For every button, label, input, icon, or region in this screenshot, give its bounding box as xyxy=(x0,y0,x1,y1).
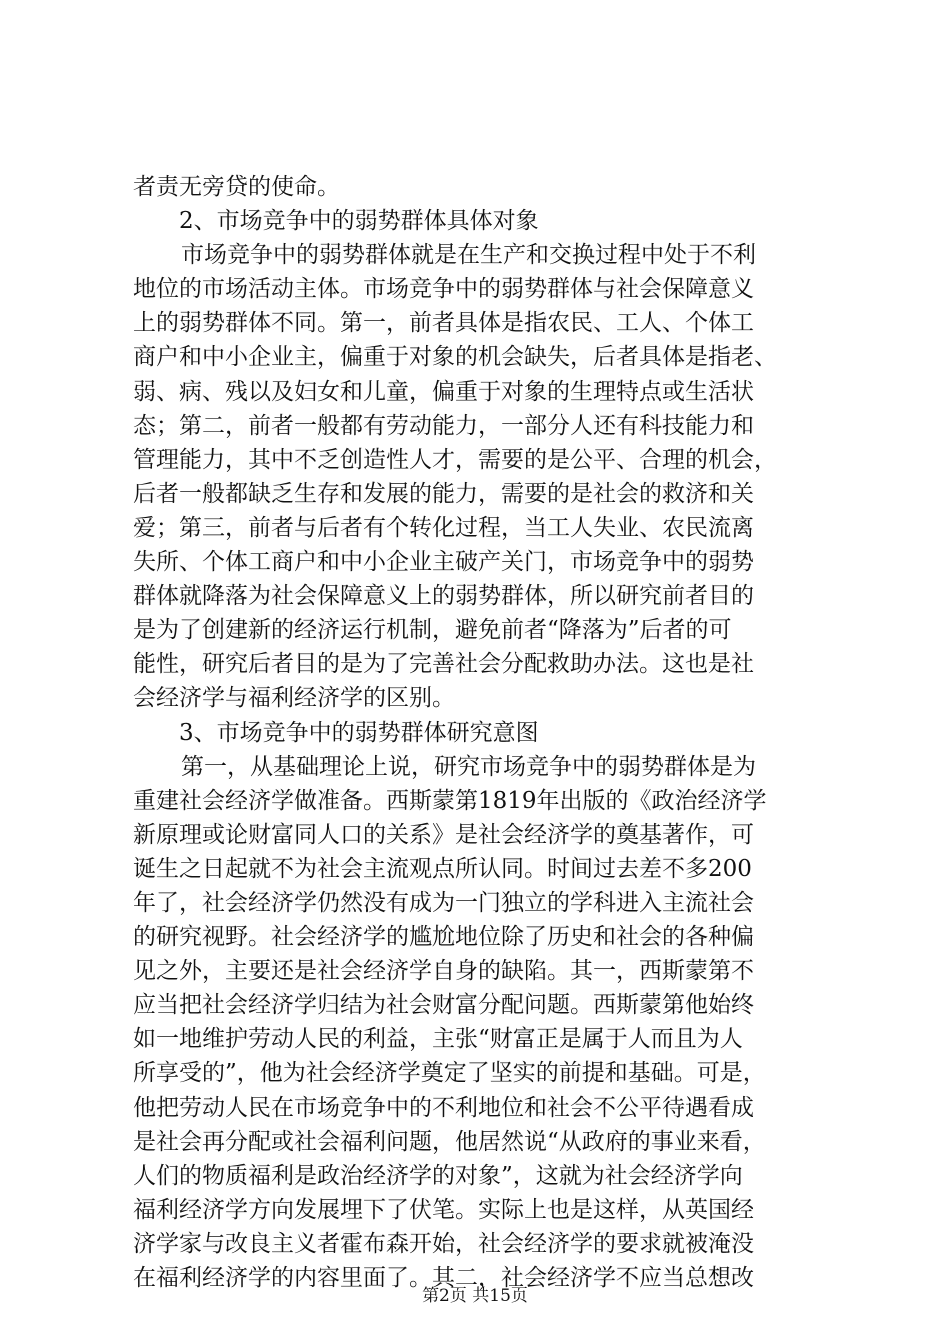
text-line: 所享受的”，他为社会经济学奠定了坚实的前提和基础。可是， xyxy=(133,1060,766,1087)
text-line: 是社会再分配或社会福利问题，他居然说“从政府的事业来看， xyxy=(133,1128,766,1155)
text-line: 群体就降落为社会保障意义上的弱势群体，所以研究前者目的 xyxy=(133,583,754,610)
section-heading: 2、市场竞争中的弱势群体具体对象 xyxy=(179,208,539,235)
text-line: 他把劳动人民在市场竞争中的不利地位和社会不公平待遇看成 xyxy=(133,1094,754,1121)
text-line: 如一地维护劳动人民的利益，主张“财富正是属于人而且为人 xyxy=(133,1026,743,1053)
text-line: 新原理或论财富同人口的关系》是社会经济学的奠基著作，可 xyxy=(133,821,754,848)
paragraph-start: 市场竞争中的弱势群体就是在生产和交换过程中处于不利 xyxy=(181,242,756,269)
text-line: 者责无旁贷的使命。 xyxy=(133,174,340,200)
text-line: 济学家与改良主义者霍布森开始，社会经济学的要求就被淹没 xyxy=(133,1230,754,1257)
text-line: 商户和中小企业主，偏重于对象的机会缺失，后者具体是指老、 xyxy=(133,344,777,371)
text-line: 地位的市场活动主体。市场竞争中的弱势群体与社会保障意义 xyxy=(133,276,754,303)
text-line: 的研究视野。社会经济学的尴尬地位除了历史和社会的各种偏 xyxy=(133,924,754,951)
body-text xyxy=(133,170,833,1295)
page-footer: 第2页 共15页 xyxy=(422,1286,528,1306)
text-line: 失所、个体工商户和中小企业主破产关门，市场竞争中的弱势 xyxy=(133,549,754,576)
text-line: 弱、病、残以及妇女和儿童，偏重于对象的生理特点或生活状 xyxy=(133,378,754,405)
text-line: 年了，社会经济学仍然没有成为一门独立的学科进入主流社会 xyxy=(133,889,754,916)
text-line: 诞生之日起就不为社会主流观点所认同。时间过去差不多200 xyxy=(133,855,752,882)
text-line: 人们的物质福利是政治经济学的对象”，这就为社会经济学向 xyxy=(133,1162,743,1189)
section-heading: 3、市场竞争中的弱势群体研究意图 xyxy=(179,719,539,746)
text-line: 上的弱势群体不同。第一，前者具体是指农民、工人、个体工 xyxy=(133,310,754,337)
text-line: 能性，研究后者目的是为了完善社会分配救助办法。这也是社 xyxy=(133,651,754,678)
text-line: 是为了创建新的经济运行机制，避免前者“降落为”后者的可 xyxy=(133,617,732,644)
text-line: 会经济学与福利经济学的区别。 xyxy=(133,685,455,712)
text-line: 福利经济学方向发展埋下了伏笔。实际上也是这样，从英国经 xyxy=(133,1196,754,1223)
paragraph-start: 第一，从基础理论上说，研究市场竞争中的弱势群体是为 xyxy=(181,753,756,780)
text-line: 管理能力，其中不乏创造性人才，需要的是公平、合理的机会， xyxy=(133,446,777,473)
text-line: 爱；第三，前者与后者有个转化过程，当工人失业、农民流离 xyxy=(133,514,754,541)
text-line: 态；第二，前者一般都有劳动能力，一部分人还有科技能力和 xyxy=(133,412,754,439)
text-line: 重建社会经济学做准备。西斯蒙第1819年出版的《政治经济学 xyxy=(133,787,767,814)
text-line: 后者一般都缺乏生存和发展的能力，需要的是社会的救济和关 xyxy=(133,480,754,507)
text-line: 在福利经济学的内容里面了。其二，社会经济学不应当总想改 xyxy=(133,1265,754,1291)
text-line: 见之外，主要还是社会经济学自身的缺陷。其一，西斯蒙第不 xyxy=(133,958,754,985)
text-line: 应当把社会经济学归结为社会财富分配问题。西斯蒙第他始终 xyxy=(133,992,754,1019)
